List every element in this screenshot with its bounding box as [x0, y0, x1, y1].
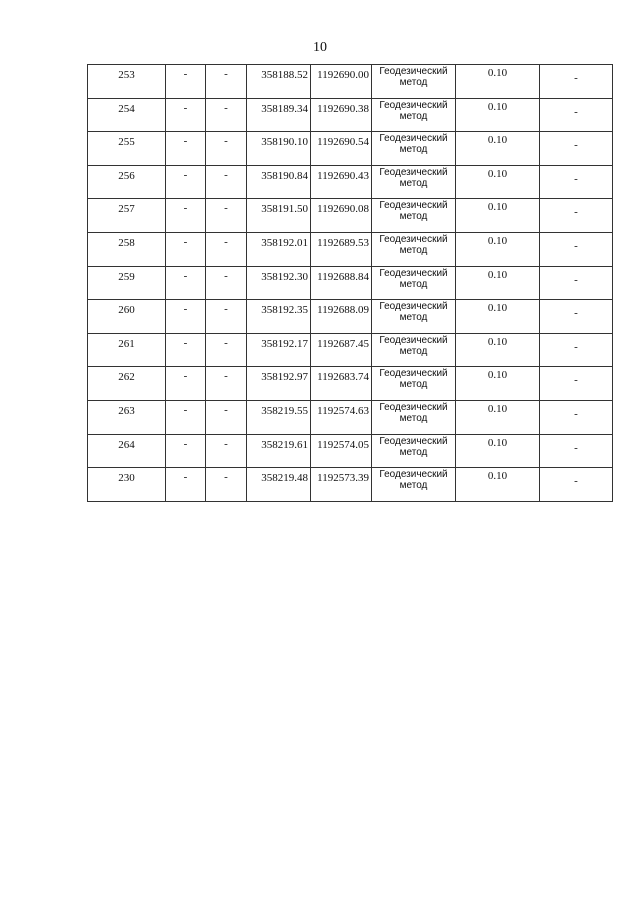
y-coordinate-cell: 1192688.84 [311, 266, 372, 300]
y-coordinate-cell: 1192690.54 [311, 132, 372, 166]
accuracy-cell: 0.10 [456, 199, 540, 233]
table-row [88, 132, 613, 166]
empty-cell: - [166, 65, 206, 99]
y-coordinate-cell: 1192574.05 [311, 434, 372, 468]
empty-cell: - [540, 199, 613, 233]
point-number-cell: 264 [88, 434, 166, 468]
table-row [88, 266, 613, 300]
empty-cell: - [540, 132, 613, 166]
x-coordinate-cell: 358192.97 [247, 367, 311, 401]
empty-cell: - [166, 165, 206, 199]
accuracy-cell: 0.10 [456, 98, 540, 132]
method-cell: Геодезический метод [372, 333, 456, 367]
empty-cell: - [206, 266, 247, 300]
table-row [88, 300, 613, 334]
page-number: 10 [313, 40, 327, 55]
empty-cell: - [166, 333, 206, 367]
empty-cell: - [206, 165, 247, 199]
accuracy-cell: 0.10 [456, 165, 540, 199]
method-cell: Геодезический метод [372, 165, 456, 199]
empty-cell: - [540, 98, 613, 132]
y-coordinate-cell: 1192690.43 [311, 165, 372, 199]
empty-cell: - [540, 434, 613, 468]
empty-cell: - [206, 98, 247, 132]
accuracy-cell: 0.10 [456, 434, 540, 468]
point-number-cell: 258 [88, 232, 166, 266]
method-cell: Геодезический метод [372, 367, 456, 401]
point-number-cell: 230 [88, 468, 166, 502]
point-number-cell: 261 [88, 333, 166, 367]
empty-cell: - [206, 232, 247, 266]
x-coordinate-cell: 358192.30 [247, 266, 311, 300]
empty-cell: - [540, 300, 613, 334]
point-number-cell: 256 [88, 165, 166, 199]
method-cell: Геодезический метод [372, 65, 456, 99]
empty-cell: - [166, 367, 206, 401]
y-coordinate-cell: 1192573.39 [311, 468, 372, 502]
accuracy-cell: 0.10 [456, 300, 540, 334]
table-row [88, 434, 613, 468]
empty-cell: - [206, 333, 247, 367]
method-cell: Геодезический метод [372, 266, 456, 300]
empty-cell: - [166, 232, 206, 266]
y-coordinate-cell: 1192689.53 [311, 232, 372, 266]
x-coordinate-cell: 358190.10 [247, 132, 311, 166]
method-cell: Геодезический метод [372, 199, 456, 233]
empty-cell: - [166, 266, 206, 300]
accuracy-cell: 0.10 [456, 400, 540, 434]
empty-cell: - [166, 199, 206, 233]
y-coordinate-cell: 1192683.74 [311, 367, 372, 401]
empty-cell: - [540, 266, 613, 300]
point-number-cell: 260 [88, 300, 166, 334]
point-number-cell: 255 [88, 132, 166, 166]
empty-cell: - [166, 98, 206, 132]
table-body [88, 65, 613, 502]
x-coordinate-cell: 358191.50 [247, 199, 311, 233]
table-row [88, 468, 613, 502]
method-cell: Геодезический метод [372, 232, 456, 266]
point-number-cell: 259 [88, 266, 166, 300]
empty-cell: - [166, 132, 206, 166]
method-cell: Геодезический метод [372, 400, 456, 434]
point-number-cell: 257 [88, 199, 166, 233]
point-number-cell: 253 [88, 65, 166, 99]
x-coordinate-cell: 358192.17 [247, 333, 311, 367]
table-row [88, 232, 613, 266]
accuracy-cell: 0.10 [456, 468, 540, 502]
empty-cell: - [540, 468, 613, 502]
table-row [88, 65, 613, 99]
empty-cell: - [540, 165, 613, 199]
table-row [88, 165, 613, 199]
accuracy-cell: 0.10 [456, 65, 540, 99]
method-cell: Геодезический метод [372, 300, 456, 334]
point-number-cell: 254 [88, 98, 166, 132]
accuracy-cell: 0.10 [456, 333, 540, 367]
empty-cell: - [540, 400, 613, 434]
x-coordinate-cell: 358219.61 [247, 434, 311, 468]
coordinates-table [87, 64, 613, 502]
point-number-cell: 262 [88, 367, 166, 401]
table-row [88, 367, 613, 401]
method-cell: Геодезический метод [372, 98, 456, 132]
method-cell: Геодезический метод [372, 468, 456, 502]
method-cell: Геодезический метод [372, 434, 456, 468]
empty-cell: - [206, 468, 247, 502]
x-coordinate-cell: 358190.84 [247, 165, 311, 199]
y-coordinate-cell: 1192574.63 [311, 400, 372, 434]
y-coordinate-cell: 1192690.08 [311, 199, 372, 233]
accuracy-cell: 0.10 [456, 132, 540, 166]
empty-cell: - [166, 400, 206, 434]
empty-cell: - [206, 434, 247, 468]
table-row [88, 400, 613, 434]
empty-cell: - [206, 300, 247, 334]
y-coordinate-cell: 1192688.09 [311, 300, 372, 334]
x-coordinate-cell: 358219.48 [247, 468, 311, 502]
table-row [88, 98, 613, 132]
empty-cell: - [540, 333, 613, 367]
x-coordinate-cell: 358192.35 [247, 300, 311, 334]
empty-cell: - [540, 65, 613, 99]
empty-cell: - [540, 232, 613, 266]
accuracy-cell: 0.10 [456, 367, 540, 401]
x-coordinate-cell: 358192.01 [247, 232, 311, 266]
empty-cell: - [206, 400, 247, 434]
empty-cell: - [540, 367, 613, 401]
table-row [88, 333, 613, 367]
empty-cell: - [166, 300, 206, 334]
x-coordinate-cell: 358219.55 [247, 400, 311, 434]
point-number-cell: 263 [88, 400, 166, 434]
y-coordinate-cell: 1192687.45 [311, 333, 372, 367]
y-coordinate-cell: 1192690.38 [311, 98, 372, 132]
y-coordinate-cell: 1192690.00 [311, 65, 372, 99]
x-coordinate-cell: 358189.34 [247, 98, 311, 132]
empty-cell: - [166, 434, 206, 468]
accuracy-cell: 0.10 [456, 266, 540, 300]
empty-cell: - [206, 367, 247, 401]
x-coordinate-cell: 358188.52 [247, 65, 311, 99]
empty-cell: - [166, 468, 206, 502]
empty-cell: - [206, 199, 247, 233]
empty-cell: - [206, 132, 247, 166]
accuracy-cell: 0.10 [456, 232, 540, 266]
method-cell: Геодезический метод [372, 132, 456, 166]
empty-cell: - [206, 65, 247, 99]
table-row [88, 199, 613, 233]
